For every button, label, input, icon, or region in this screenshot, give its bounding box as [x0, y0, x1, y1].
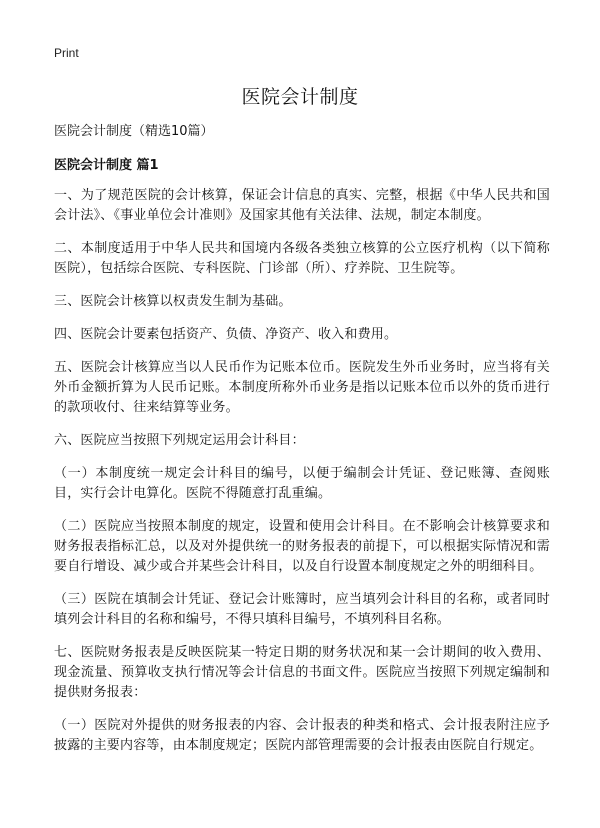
paragraph: 六、医院应当按照下列规定运用会计科目：: [54, 433, 305, 448]
paragraph: 七、医院财务报表是反映医院某一特定日期的财务状况和某一会计期间的收入费用、现金流量、预算收支执行情况等会计信息的书面文件。医院应当按照下列规定编制和提供财务报表：: [54, 645, 550, 700]
paragraph: （一）本制度统一规定会计科目的编号，以便于编制会计凭证、登记账簿、查阅账目，实行会计电算化。医院不得随意打乱重编。: [54, 466, 550, 501]
print-label: Print: [54, 46, 79, 60]
section-heading: 医院会计制度 篇1: [54, 158, 159, 173]
page-title: 医院会计制度: [241, 86, 359, 108]
paragraph: 五、医院会计核算应当以人民币作为记账本位币。医院发生外币业务时，应当将有关外币金额折算为人民币记账。本制度所称外币业务是指以记账本位币以外的货币进行的款项收付、往来结算等业务。: [54, 360, 550, 415]
paragraph: 一、为了规范医院的会计核算，保证会计信息的真实、完整，根据《中华人民共和国会计法》、《事业单位会计准则》及国家其他有关法律、法规，制定本制度。: [54, 188, 550, 223]
paragraph: （三）医院在填制会计凭证、登记会计账簿时，应当填列会计科目的名称，或者同时填列会计科目的名称和编号，不得只填科目编号，不填列科目名称。: [54, 592, 550, 627]
paragraph: （一）医院对外提供的财务报表的内容、会计报表的种类和格式、会计报表附注应予披露的主要内容等，由本制度规定；医院内部管理需要的会计报表由医院自行规定。: [54, 718, 550, 753]
paragraph: 三、医院会计核算以权责发生制为基础。: [54, 294, 292, 309]
paragraph: 二、本制度适用于中华人民共和国境内各级各类独立核算的公立医疗机构（以下简称医院），包括综合医院、专科医院、门诊部（所）、疗养院、卫生院等。: [54, 241, 550, 276]
paragraph: 四、医院会计要素包括资产、负债、净资产、收入和费用。: [54, 327, 398, 342]
paragraph: （二）医院应当按照本制度的规定，设置和使用会计科目。在不影响会计核算要求和财务报表指标汇总，以及对外提供统一的财务报表的前提下，可以根据实际情况和需要自行增设、减少或合并某些会计科目，以及自行设置本制度规定之外的明细科目。: [54, 519, 550, 574]
document-body: [54, 122, 550, 769]
document-subtitle: 医院会计制度（精选10篇）: [54, 124, 214, 139]
